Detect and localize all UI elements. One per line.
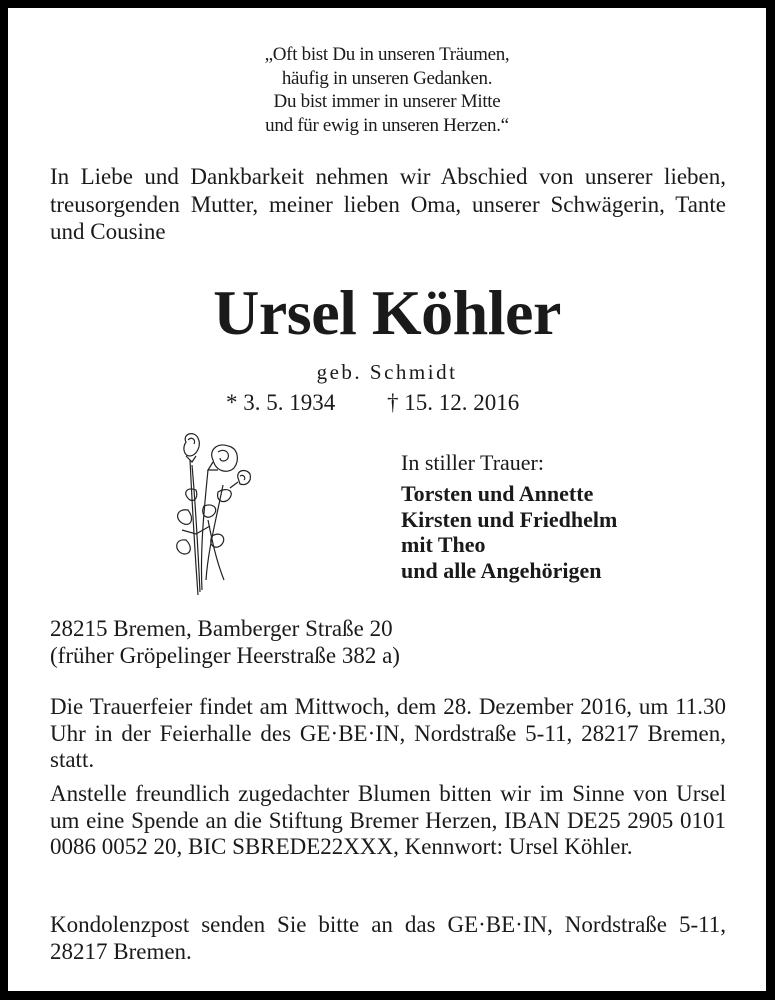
condolence-info: Kondolenzpost senden Sie bitte an das GE·BE·IN, Nordstraße 5-11, 28217 Bremen. [50, 912, 726, 964]
obituary-notice [8, 8, 766, 991]
memorial-quote [8, 43, 766, 137]
life-dates [226, 389, 626, 417]
mourner-line: mit Theo [401, 532, 486, 557]
mourners-names [401, 481, 731, 583]
intro-paragraph: In Liebe und Dankbarkeit nehmen wir Abschied von unserer lieben, treusorgenden Mutter, meiner lieben Oma, unserer Schwägerin, Tante und Cousine [50, 164, 726, 244]
mourner-line: Kirsten und Friedhelm [401, 506, 618, 532]
birth-name: geb. Schmidt [316, 360, 458, 384]
quote-line: und für ewig in unseren Herzen.“ [265, 114, 509, 136]
birth-date: * 3. 5. 1934 [226, 390, 336, 415]
death-date: † 15. 12. 2016 [387, 390, 520, 415]
roses-bouquet-icon [168, 430, 258, 600]
deceased-name: Ursel Köhler [213, 277, 561, 348]
quote-line: häufig in unseren Gedanken. [281, 67, 493, 89]
quote-line: Du bist immer in unserer Mitte [273, 91, 501, 112]
donation-info: Anstelle freundlich zugedachter Blumen bitten wir im Sinne von Ursel um eine Spende an die Stiftung Bremer Herzen, IBAN DE25 2905 0101 0086 0052 20, BIC SBREDE22XXX, Kennwort: Ursel Köhler. [50, 781, 726, 859]
mourners-block [401, 450, 731, 583]
former-address: (früher Gröpelinger Heerstraße 382 a) [50, 642, 400, 668]
quote-line: „Oft bist Du in unseren Träumen, [264, 44, 510, 65]
mourner-line: Torsten und Annette [401, 481, 594, 506]
address-block [50, 616, 726, 669]
mourners-label: In stiller Trauer: [401, 450, 544, 475]
funeral-service-info: Die Trauerfeier findet am Mittwoch, dem 28. Dezember 2016, um 11.30 Uhr in der Feierhalle des GE·BE·IN, Nordstraße 5-11, 28217 Bremen, statt. [50, 694, 726, 772]
mourner-line: und alle Angehörigen [401, 557, 602, 583]
current-address: 28215 Bremen, Bamberger Straße 20 [50, 616, 393, 641]
